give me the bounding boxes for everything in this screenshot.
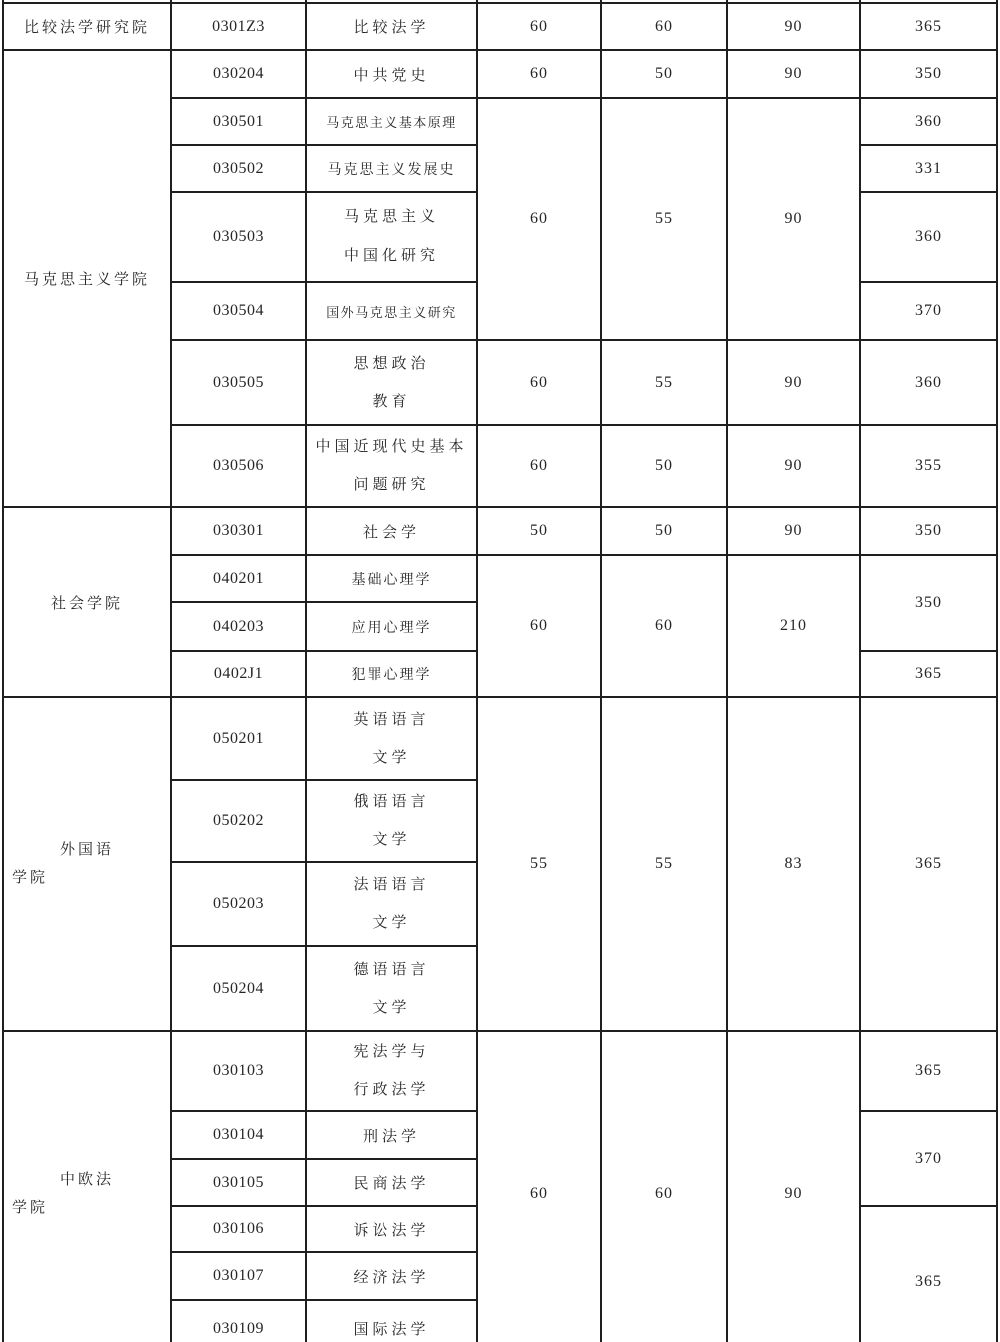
cell-major-name	[306, 697, 477, 780]
cell-major-name	[306, 340, 477, 425]
cell-score2: 55	[601, 340, 727, 425]
cell-score2: 50	[601, 507, 727, 555]
cell-major-name: 国际法学	[306, 1300, 477, 1342]
cell-score1: 60	[477, 555, 601, 697]
table-row	[3, 1031, 997, 1111]
cell-major-code: 050202	[171, 780, 306, 862]
cell-major-code: 040203	[171, 602, 306, 651]
cell-total: 365	[860, 1206, 997, 1342]
cell-major-code: 050203	[171, 862, 306, 946]
cell-score1: 50	[477, 507, 601, 555]
cell-major-name: 应用心理学	[306, 602, 477, 651]
cell-major-name	[306, 425, 477, 507]
cell-score1: 60	[477, 1031, 601, 1342]
table-row	[3, 3, 997, 50]
major-name-line2: 文学	[372, 999, 411, 1016]
major-name-line1: 马克思主义	[343, 209, 439, 225]
major-name-line2: 问题研究	[353, 477, 430, 493]
cell-score1: 60	[477, 340, 601, 425]
cell-college: 比较法学研究院	[3, 3, 171, 50]
cell-major-name: 犯罪心理学	[306, 651, 477, 697]
cell-score2: 60	[601, 555, 727, 697]
cell-college	[3, 697, 171, 1031]
major-name-line1: 宪法学与	[353, 1044, 430, 1060]
college-name-line2: 学院	[12, 1200, 49, 1216]
cell-total: 365	[860, 697, 997, 1031]
cell-total: 360	[860, 340, 997, 425]
cell-major-name: 民商法学	[306, 1159, 477, 1206]
cell-major-name: 中共党史	[306, 50, 477, 98]
cell-college: 社会学院	[3, 507, 171, 697]
cell-major-name: 刑法学	[306, 1111, 477, 1159]
cell-total: 360	[860, 98, 997, 145]
cell-total: 360	[860, 192, 997, 282]
cell-major-name	[306, 780, 477, 862]
major-name-line1: 英语语言	[353, 711, 430, 728]
cell-score2: 50	[601, 50, 727, 98]
cell-major-code: 040201	[171, 555, 306, 602]
cell-major-name: 国外马克思主义研究	[306, 282, 477, 340]
cell-score2: 55	[601, 98, 727, 340]
cell-major-code: 030505	[171, 340, 306, 425]
cell-major-code: 030105	[171, 1159, 306, 1206]
major-name-line1: 德语语言	[353, 961, 430, 978]
cell-score1: 60	[477, 50, 601, 98]
cell-score3: 90	[727, 98, 860, 340]
cell-score2: 50	[601, 425, 727, 507]
cell-total: 370	[860, 1111, 997, 1206]
cell-college	[3, 1031, 171, 1342]
cell-major-code: 030103	[171, 1031, 306, 1111]
cell-major-name: 诉讼法学	[306, 1206, 477, 1252]
cell-score3: 90	[727, 3, 860, 50]
major-name-line1: 俄语语言	[353, 794, 430, 810]
cell-major-code: 030503	[171, 192, 306, 282]
cell-major-code: 030501	[171, 98, 306, 145]
cell-major-code: 030204	[171, 50, 306, 98]
college-name-line1: 外国语	[59, 842, 114, 858]
table-row	[3, 50, 997, 98]
cell-total: 355	[860, 425, 997, 507]
cell-score3: 90	[727, 50, 860, 98]
cell-score2: 55	[601, 697, 727, 1031]
cell-major-name: 比较法学	[306, 3, 477, 50]
cell-total: 370	[860, 282, 997, 340]
cell-major-code: 030301	[171, 507, 306, 555]
major-name-line2: 中国化研究	[343, 248, 439, 264]
major-name-line2: 文学	[372, 749, 411, 766]
cell-total: 331	[860, 145, 997, 192]
cell-major-code: 030504	[171, 282, 306, 340]
cell-score3: 90	[727, 507, 860, 555]
cell-total: 365	[860, 1031, 997, 1111]
cell-score3: 90	[727, 425, 860, 507]
cell-major-name: 马克思主义发展史	[306, 145, 477, 192]
table-row	[3, 507, 997, 555]
cell-score1: 55	[477, 697, 601, 1031]
cell-score2: 60	[601, 1031, 727, 1342]
cell-total: 365	[860, 651, 997, 697]
cell-total: 350	[860, 507, 997, 555]
cell-total: 350	[860, 555, 997, 651]
cell-major-name	[306, 1031, 477, 1111]
major-name-line2: 教育	[372, 393, 411, 410]
cell-major-code: 030107	[171, 1252, 306, 1300]
cell-major-code: 0301Z3	[171, 3, 306, 50]
cell-major-code: 050204	[171, 946, 306, 1031]
cell-college: 马克思主义学院	[3, 50, 171, 507]
cell-major-name	[306, 192, 477, 282]
admission-score-table	[2, 0, 998, 1342]
cell-major-name: 基础心理学	[306, 555, 477, 602]
major-name-line2: 文学	[372, 832, 411, 848]
cell-major-code: 0402J1	[171, 651, 306, 697]
cell-major-name: 社会学	[306, 507, 477, 555]
college-name-line2: 学院	[12, 870, 49, 886]
cell-score1: 60	[477, 98, 601, 340]
cell-major-code: 030104	[171, 1111, 306, 1159]
cell-total: 365	[860, 3, 997, 50]
cell-major-code: 030502	[171, 145, 306, 192]
major-name-line1: 中国近现代史基本	[315, 439, 468, 455]
cell-major-name: 马克思主义基本原理	[306, 98, 477, 145]
cell-major-code: 030106	[171, 1206, 306, 1252]
cell-score3: 83	[727, 697, 860, 1031]
major-name-line2: 文学	[372, 915, 411, 931]
cell-score1: 60	[477, 3, 601, 50]
college-name-line1: 中欧法	[59, 1172, 114, 1188]
cell-score2: 60	[601, 3, 727, 50]
cell-major-code: 050201	[171, 697, 306, 780]
cell-score3: 210	[727, 555, 860, 697]
cell-score1: 60	[477, 425, 601, 507]
cell-major-name	[306, 946, 477, 1031]
cell-major-code: 030506	[171, 425, 306, 507]
major-name-line2: 行政法学	[353, 1082, 430, 1098]
major-name-line1: 思想政治	[353, 355, 430, 372]
cell-score3: 90	[727, 340, 860, 425]
cell-major-name: 经济法学	[306, 1252, 477, 1300]
cell-score3: 90	[727, 1031, 860, 1342]
cell-total: 350	[860, 50, 997, 98]
table-row	[3, 697, 997, 780]
cell-major-code: 030109	[171, 1300, 306, 1342]
cell-major-name	[306, 862, 477, 946]
major-name-line1: 法语语言	[353, 877, 430, 893]
